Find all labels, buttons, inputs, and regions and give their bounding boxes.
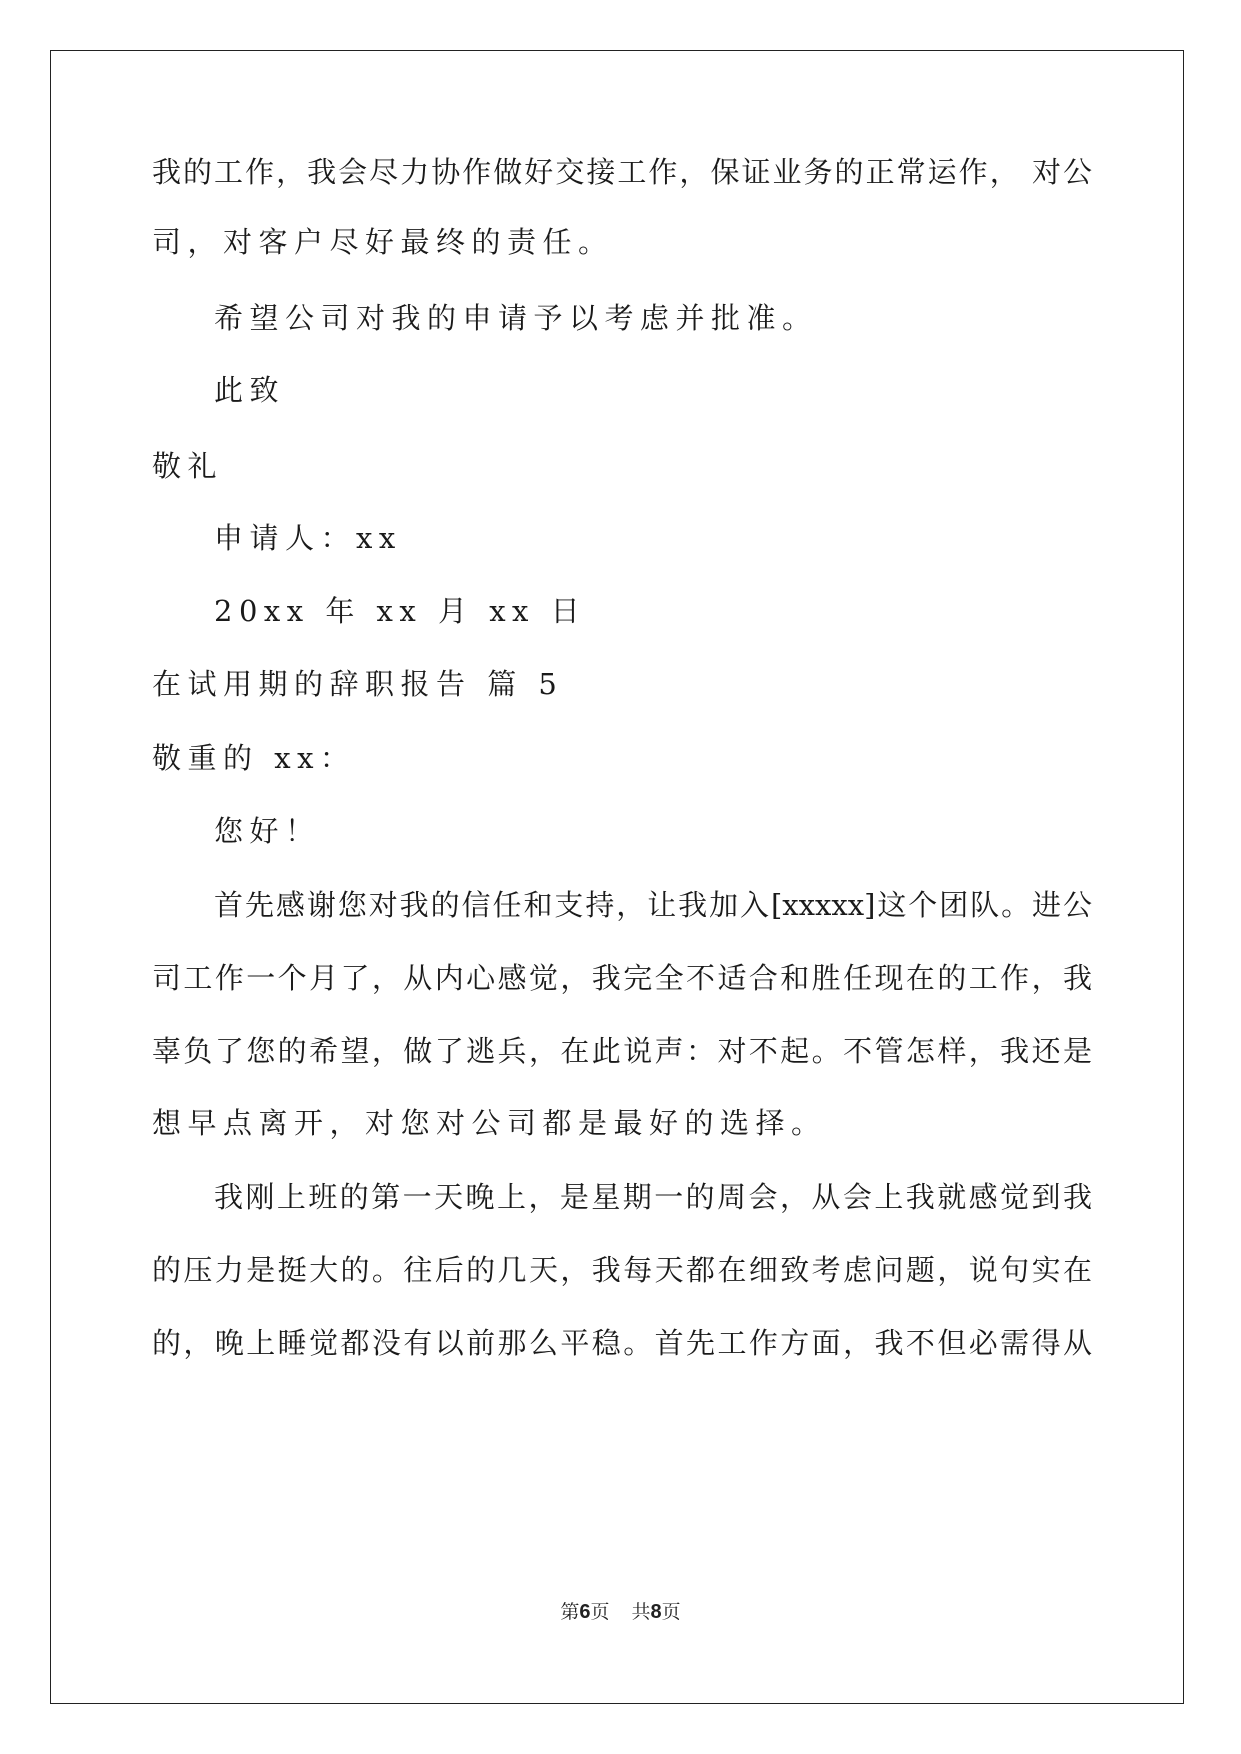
salutation-closing: 敬礼 [152,449,224,483]
text-line: 辜负了您的希望，做了逃兵，在此说声：对不起。不管怎样，我还是 [152,1034,1092,1068]
text-line: 司工作一个月了，从内心感觉，我完全不适合和胜任现在的工作，我 [152,961,1092,995]
current-page-number: 6 [579,1601,591,1623]
text-line: 我刚上班的第一天晚上，是星期一的周会，从会上我就感觉到我 [214,1180,1092,1214]
text-line: 您好！ [214,814,321,848]
text-line: 的，晚上睡觉都没有以前那么平稳。首先工作方面，我不但必需得从 [152,1326,1092,1360]
text-line: 我的工作，我会尽力协作做好交接工作，保证业务的正常运作， 对公 [152,155,1092,189]
footer-prefix: 第 [560,1601,580,1623]
text-line: 想早点离开，对您对公司都是最好的选择。 [152,1106,827,1140]
text-line: 司，对客户尽好最终的责任。 [152,225,614,259]
text-line: 希望公司对我的申请予以考虑并批准。 [214,301,818,335]
text-line: 首先感谢您对我的信任和支持，让我加入[xxxxx]这个团队。进公 [214,888,1092,922]
section-heading: 在试用期的辞职报告 篇 5 [152,667,564,701]
page-footer [0,1597,1241,1624]
total-pages-number: 8 [650,1601,662,1623]
applicant-line: 申请人：xx [214,521,402,555]
closing-phrase: 此致 [214,373,286,407]
text-line: 的压力是挺大的。往后的几天，我每天都在细致考虑问题，说句实在 [152,1253,1092,1287]
footer-total-suffix: 页 [661,1601,681,1623]
footer-page-word: 页 [590,1601,610,1623]
greeting-line: 敬重的 xx： [152,741,356,775]
date-line: 20xx 年 xx 月 xx 日 [214,594,587,628]
footer-total-prefix: 共 [631,1601,651,1623]
